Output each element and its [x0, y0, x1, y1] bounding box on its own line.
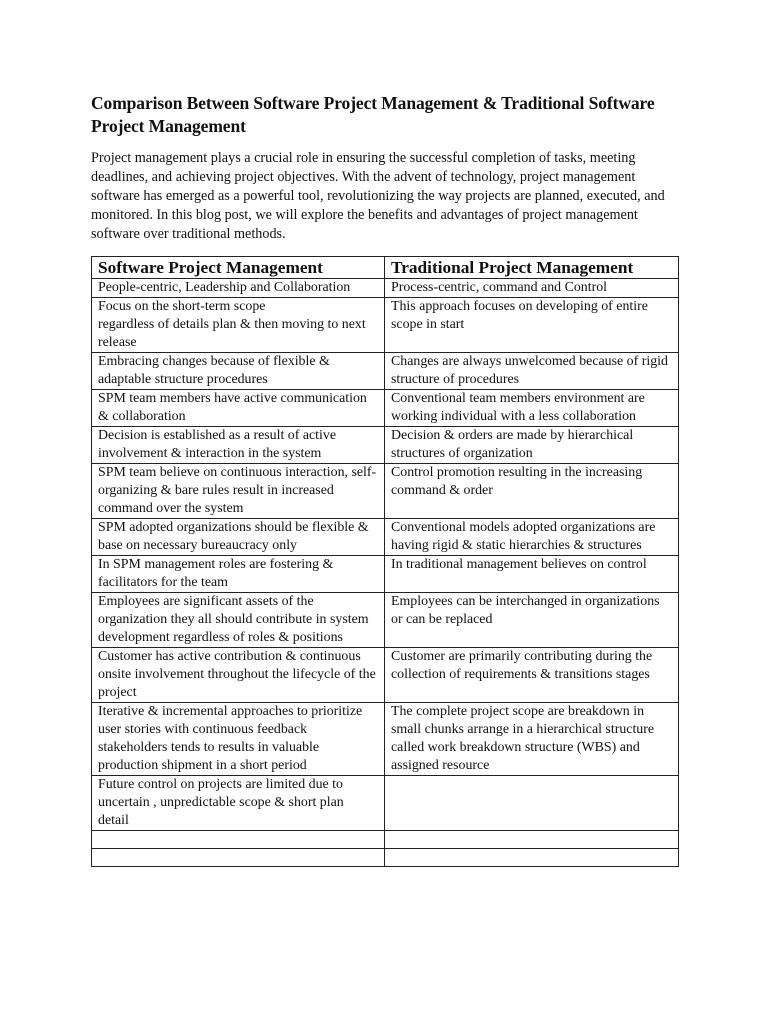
software-pm-cell: [92, 298, 385, 353]
header-traditional-pm: Traditional Project Management: [385, 257, 679, 279]
software-pm-cell: Decision is established as a result of active involvement & interaction in the system: [92, 427, 385, 464]
traditional-pm-cell: The complete project scope are breakdown in small chunks arrange in a hierarchical structure called work breakdown structure (WBS) and assigned resource: [385, 703, 679, 776]
table-row: [92, 353, 679, 390]
empty-table-row: [92, 831, 679, 849]
empty-cell: [92, 849, 385, 867]
cell-line: Focus on the short-term scope: [98, 299, 266, 314]
traditional-pm-cell: This approach focuses on developing of entire scope in start: [385, 298, 679, 353]
traditional-pm-cell: Customer are primarily contributing during the collection of requirements & transitions stages: [385, 648, 679, 703]
table-row: [92, 556, 679, 593]
table-row: [92, 703, 679, 776]
table-row: [92, 648, 679, 703]
intro-paragraph: Project management plays a crucial role in ensuring the successful completion of tasks, meeting deadlines, and achieving project objectives. With the advent of technology, project management software has emerged as a powerful tool, revolutionizing the way projects are planned, executed, and monitored. In this blog post, we will explore the benefits and advantages of project management software over traditional methods.: [91, 150, 665, 242]
empty-table-row: [92, 849, 679, 867]
traditional-pm-cell: In traditional management believes on control: [385, 556, 679, 593]
table-row: [92, 279, 679, 298]
table-row: [92, 776, 679, 831]
traditional-pm-cell: Conventional models adopted organizations are having rigid & static hierarchies & structures: [385, 519, 679, 556]
traditional-pm-cell: Changes are always unwelcomed because of rigid structure of procedures: [385, 353, 679, 390]
empty-cell: [385, 831, 679, 849]
document-page: [91, 92, 678, 867]
table-row: [92, 427, 679, 464]
table-row: [92, 298, 679, 353]
traditional-pm-cell: Conventional team members environment are working individual with a less collaboration: [385, 390, 679, 427]
empty-cell: [385, 849, 679, 867]
table-row: [92, 519, 679, 556]
traditional-pm-cell: [385, 776, 679, 831]
software-pm-cell: Future control on projects are limited due to uncertain , unpredictable scope & short plan detail: [92, 776, 385, 831]
comparison-table: [91, 256, 679, 867]
software-pm-cell: SPM team members have active communication & collaboration: [92, 390, 385, 427]
traditional-pm-cell: Employees can be interchanged in organizations or can be replaced: [385, 593, 679, 648]
header-software-pm: Software Project Management: [92, 257, 385, 279]
software-pm-cell: Customer has active contribution & continuous onsite involvement throughout the lifecycle of the project: [92, 648, 385, 703]
document-title: Comparison Between Software Project Management & Traditional Software Project Management: [91, 93, 655, 136]
software-pm-cell: Employees are significant assets of the organization they all should contribute in system development regardless of roles & positions: [92, 593, 385, 648]
traditional-pm-cell: Decision & orders are made by hierarchical structures of organization: [385, 427, 679, 464]
table-header-row: [92, 257, 679, 279]
empty-cell: [92, 831, 385, 849]
software-pm-cell: Iterative & incremental approaches to prioritize user stories with continuous feedback stakeholders tends to results in valuable production shipment in a short period: [92, 703, 385, 776]
software-pm-cell: SPM adopted organizations should be flexible & base on necessary bureaucracy only: [92, 519, 385, 556]
cell-line: regardless of details plan & then moving to next release: [98, 317, 366, 350]
table-row: [92, 593, 679, 648]
software-pm-cell: People-centric, Leadership and Collaboration: [92, 279, 385, 298]
table-row: [92, 464, 679, 519]
software-pm-cell: In SPM management roles are fostering & facilitators for the team: [92, 556, 385, 593]
traditional-pm-cell: Control promotion resulting in the increasing command & order: [385, 464, 679, 519]
traditional-pm-cell: Process-centric, command and Control: [385, 279, 679, 298]
software-pm-cell: Embracing changes because of flexible & adaptable structure procedures: [92, 353, 385, 390]
table-row: [92, 390, 679, 427]
software-pm-cell: SPM team believe on continuous interaction, self-organizing & bare rules result in increased command over the system: [92, 464, 385, 519]
